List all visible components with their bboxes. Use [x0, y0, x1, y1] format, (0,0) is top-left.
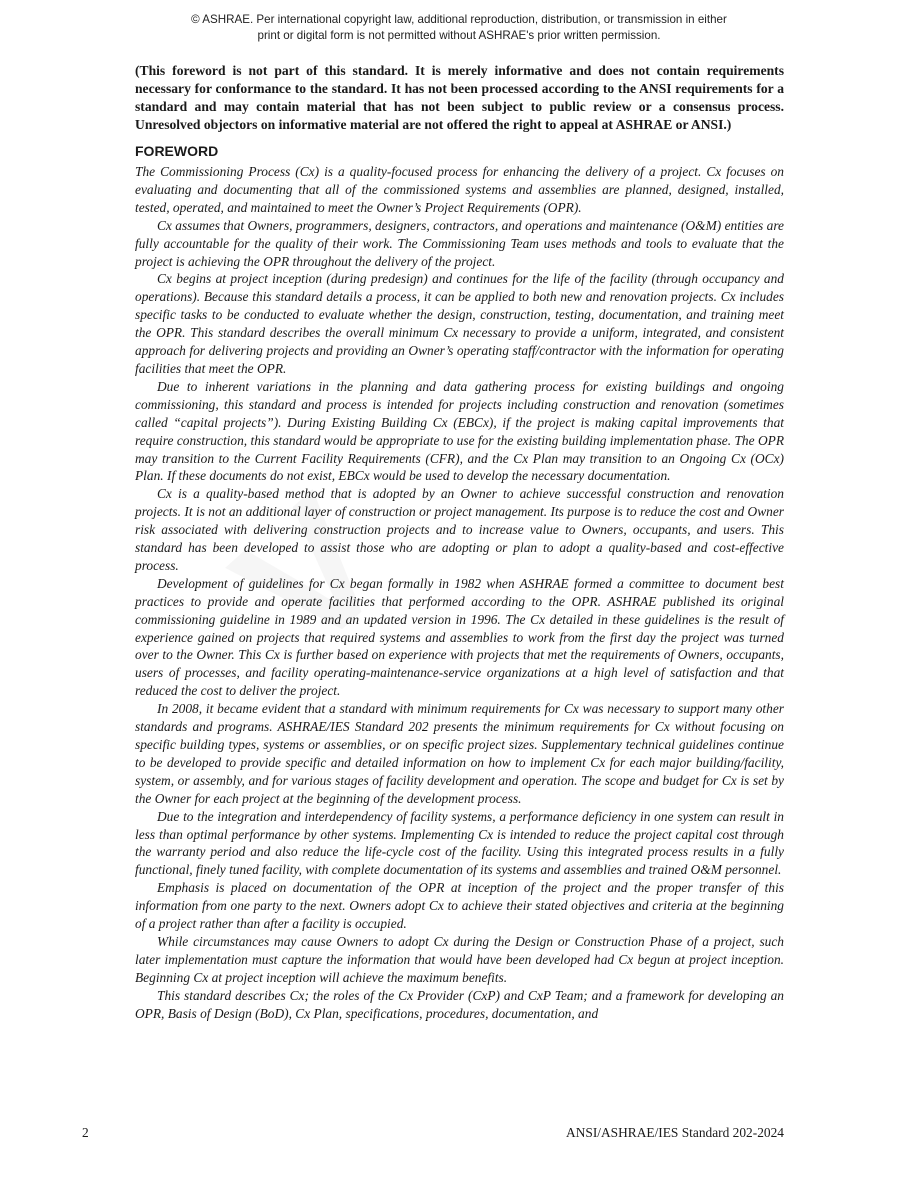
copyright-line-2: print or digital form is not permitted without ASHRAE's prior written permission. [257, 29, 661, 42]
paragraph: This standard describes Cx; the roles of the Cx Provider (CxP) and CxP Team; and a framework for developing an OPR, Basis of Design (BoD), Cx Plan, specifications, procedures, documentation, and [135, 987, 784, 1021]
paragraph: Due to the integration and interdependency of facility systems, a performance deficiency in one system can result in less than optimal performance by other systems. Implementing Cx is intended to reduce the project capital cost through the warranty period and also reduce the life-cycle cost of the facility. Using this integrated process results in a fully functional, finely tuned facility, with complete documentation of its systems and assemblies and trained O&M personnel. [135, 808, 784, 878]
page-number: 2 [82, 1125, 89, 1140]
foreword-heading: FOREWORD [135, 143, 219, 159]
paragraph: Cx assumes that Owners, programmers, designers, contractors, and operations and maintenance (O&M) entities are fully accountable for the quality of their work. The Commissioning Team uses methods and tools to evaluate that the project is achieving the OPR throughout the delivery of the project. [135, 217, 784, 269]
standard-name: ANSI/ASHRAE/IES Standard 202-2024 [566, 1125, 784, 1140]
copyright-line-1: © ASHRAE. Per international copyright law, additional reproduction, distribution, or transmission in either [191, 13, 727, 26]
paragraph: Development of guidelines for Cx began formally in 1982 when ASHRAE formed a committee to document best practices to provide and operate facilities that performed according to the OPR. ASHRAE published its original commissioning guideline in 1989 and an updated version in 1996. The Cx detailed in these guidelines is the result of experience gained on projects that required systems and assemblies to work from the first day the project was turned over to the Owner. This Cx is further based on experience with projects that met the requirements of Owners, occupants, users of processes, and facility operating-maintenance-service organizations at a high level of satisfaction and that reduced the cost to deliver the project. [135, 575, 784, 699]
paragraph: The Commissioning Process (Cx) is a quality-focused process for enhancing the delivery of a project. Cx focuses on evaluating and documenting that all of the commissioned systems and assemblies are planned, designed, installed, tested, operated, and maintained to meet the Owner’s Project Requirements (OPR). [135, 164, 784, 215]
paragraph: Emphasis is placed on documentation of the OPR at inception of the project and the proper transfer of this information from one party to the next. Owners adopt Cx to achieve their stated objectives and criteria at the beginning of a project rather than after a facility is occupied. [135, 880, 784, 932]
copyright-notice [0, 12, 918, 44]
page-content [135, 62, 784, 1023]
page-footer [82, 1125, 784, 1141]
paragraph: While circumstances may cause Owners to adopt Cx during the Design or Construction Phase of a project, such later implementation must capture the information that would have been developed had Cx begun at project inception. Beginning Cx at project inception will achieve the maximum benefits. [135, 933, 784, 985]
paragraph: Cx is a quality-based method that is adopted by an Owner to achieve successful construction and renovation projects. It is not an additional layer of construction or project management. Its purpose is to reduce the cost and Owner risk associated with delivering construction projects and to increase value to Owners, occupants, and users. This standard has been developed to assist those who are adopting or plan to adopt a quality-based and cost-effective process. [135, 486, 784, 573]
foreword-body [135, 163, 784, 1023]
paragraph: In 2008, it became evident that a standard with minimum requirements for Cx was necessary to support many other standards and programs. ASHRAE/IES Standard 202 presents the minimum requirements for Cx without focusing on specific building types, systems or assemblies, or on specific project sizes. Supplementary technical guidelines continue to be developed to provide specific and detailed information on how to implement Cx for each major building/facility, system, or assembly, and for various stages of facility development and operation. The scope and budget for Cx is set by the Owner for each project at the beginning of the development process. [135, 701, 784, 806]
paragraph: Due to inherent variations in the planning and data gathering process for existing buildings and ongoing commissioning, this standard and process is intended for projects including construction and renovation (sometimes called “capital projects”). During Existing Building Cx (EBCx), if the project is making capital improvements that require construction, this standard would be appropriate to use for the existing building implementation phase. The OPR may transition to the Current Facility Requirements (CFR), and the Cx Plan may transition to an Ongoing Cx (OCx) Plan. If these documents do not exist, EBCx would be used to develop the necessary documentation. [135, 378, 784, 484]
paragraph: Cx begins at project inception (during predesign) and continues for the life of the facility (through occupancy and operations). Because this standard details a process, it can be applied to both new and renovation projects. Cx includes specific tasks to be conducted to evaluate whether the design, construction, testing, documentation, and training meet the OPR. This standard describes the overall minimum Cx necessary to provide a uniform, integrated, and consistent approach for delivering projects and providing an Owner’s operating staff/contractor with the information for operating facilities that meet the OPR. [135, 271, 784, 376]
foreword-disclaimer: (This foreword is not part of this standard. It is merely informative and does not contain requirements necessary for conformance to the standard. It has not been processed according to the ANSI requirements for a standard and may contain material that has not been subject to public review or a consensus process. Unresolved objectors on informative material are not offered the right to appeal at ASHRAE or ANSI.) [135, 63, 784, 132]
